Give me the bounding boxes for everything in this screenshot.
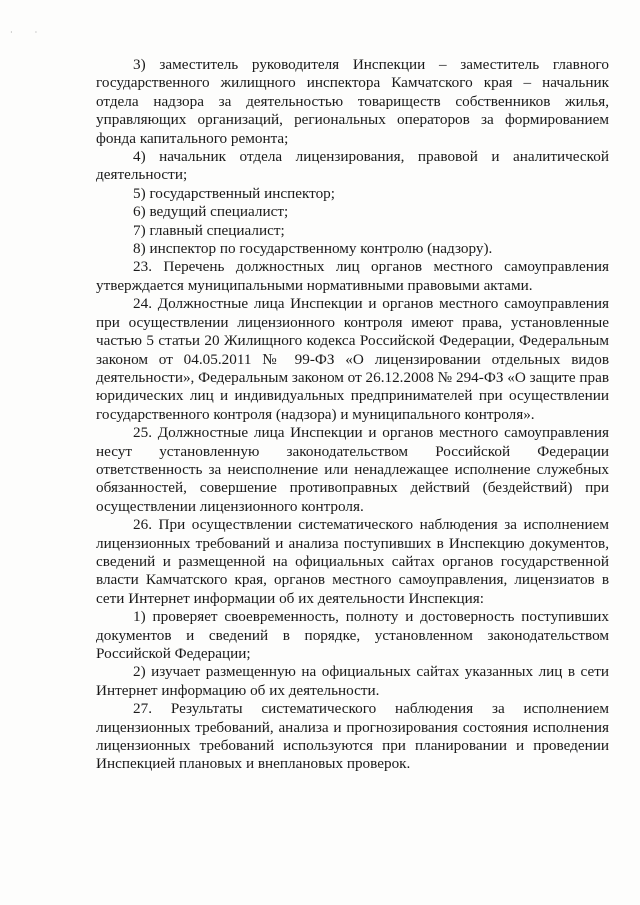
paragraph-25: 25. Должностные лица Инспекции и органов местного самоуправления несут установленную законодательством Российской Федерации ответственность за неисполнение или ненадлежащее исполнение служебных обязанностей, совершение противоправных действий (бездействий) при осуществлении лицензионного контроля. — [96, 424, 609, 515]
paragraph-23: 23. Перечень должностных лиц органов местного самоуправления утверждается муниципальными нормативными правовыми актами. — [96, 258, 609, 294]
paragraph-24: 24. Должностные лица Инспекции и органов местного самоуправления при осуществлении лицензионного контроля имеют права, установленные частью 5 статьи 20 Жилищного кодекса Российской Федерации, Федеральным законом от 04.05.2011 № 99-ФЗ «О лицензировании отдельных видов деятельности», Федеральным законом от 26.12.2008 № 294-ФЗ «О защите прав юридических лиц и индивидуальных предпринимателей при осуществлении государственного контроля (надзора) и муниципального контроля». — [96, 295, 609, 423]
paragraph-item-8: 8) инспектор по государственному контролю (надзору). — [133, 240, 493, 258]
scan-specks: · · — [10, 28, 48, 37]
paragraph-26: 26. При осуществлении систематического наблюдения за исполнением лицензионных требований и анализа поступивших в Инспекцию документов, сведений и размещенной на официальных сайтах органов государственной власти Камчатского края, органов местного самоуправления, лицензиатов в сети Интернет информации об их деятельности Инспекция: — [96, 516, 609, 607]
document-body — [96, 56, 609, 774]
paragraph-26-sub-2: 2) изучает размещенную на официальных сайтах указанных лиц в сети Интернет информацию об их деятельности. — [96, 663, 609, 699]
paragraph-item-4: 4) начальник отдела лицензирования, правовой и аналитической деятельности; — [96, 148, 609, 184]
paragraph-item-6: 6) ведущий специалист; — [133, 203, 289, 221]
paragraph-item-7: 7) главный специалист; — [133, 221, 285, 239]
paragraph-item-3: 3) заместитель руководителя Инспекции – заместитель главного государственного жилищного инспектора Камчатского края – начальник отдела надзора за деятельностью товариществ собственников жилья, управляющих организаций, региональных операторов за формированием фонда капитального ремонта; — [96, 56, 609, 147]
paragraph-item-5: 5) государственный инспектор; — [133, 184, 335, 202]
paragraph-27: 27. Результаты систематического наблюдения за исполнением лицензионных требований, анализа и прогнозирования состояния исполнения лицензионных требований используются при планировании и проведении Инспекцией плановых и внеплановых проверок. — [96, 700, 609, 773]
paragraph-26-sub-1: 1) проверяет своевременность, полноту и достоверность поступивших документов и сведений в порядке, установленном законодательством Российской Федерации; — [96, 608, 609, 662]
